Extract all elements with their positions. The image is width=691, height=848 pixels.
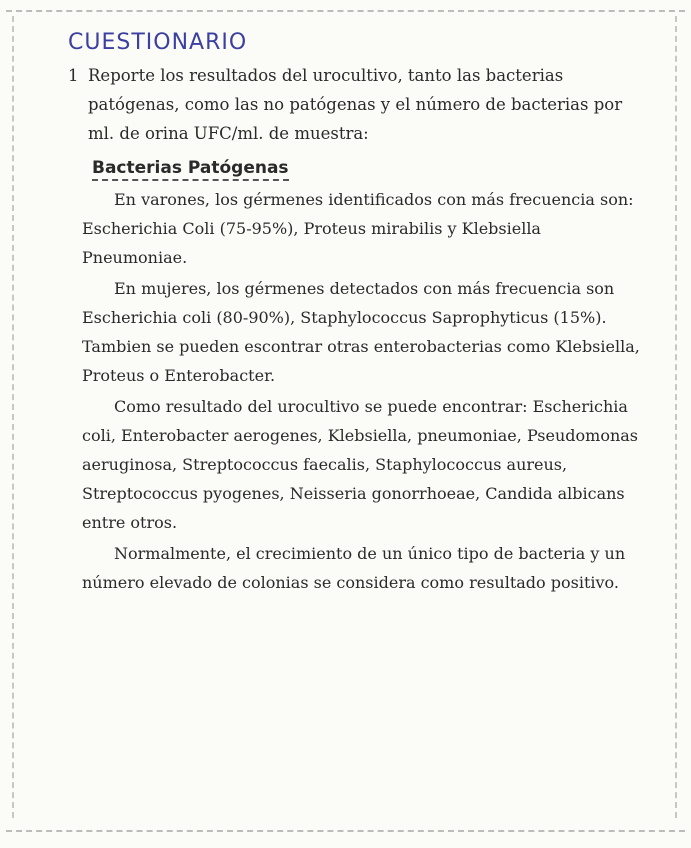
page-content [66, 30, 646, 599]
paragraph-results: Como resultado del urocultivo se puede encontrar: Escherichia coli, Enterobacter aerogenes, Klebsiella, pneumoniae, Pseudomonas aeruginosa, Streptococcus faecalis, Staphylococcus aureus, Streptococcus pyogenes, Neisseria gonorrhoeae, Candida albicans entre otros. [82, 397, 638, 532]
left-border [12, 16, 14, 818]
paragraph-conclusion: Normalmente, el crecimiento de un único tipo de bacteria y un número elevado de colonias se considera como resultado positivo. [82, 544, 626, 592]
question-text: Reporte los resultados del urocultivo, tanto las bacterias patógenas, como las no patógenas y el número de bacterias por ml. de orina UFC/ml. de muestra: [88, 66, 623, 143]
question-number: 1 [68, 66, 79, 85]
bottom-border [6, 830, 685, 832]
page-title: CUESTIONARIO [68, 30, 248, 55]
question-1 [66, 61, 646, 148]
paragraph-men: En varones, los gérmenes identificados con más frecuencia son: Escherichia Coli (75-95%), Proteus mirabilis y Klebsiella Pneumoniae. [82, 190, 634, 267]
paragraph-women: En mujeres, los gérmenes detectados con más frecuencia son Escherichia coli (80-90%), Staphylococcus Saprophyticus (15%). Tambien se pueden escontrar otras enterobacterias como Klebsiella, Proteus o Enterobacter. [82, 279, 640, 385]
section-heading: Bacterias Patógenas [92, 158, 289, 181]
top-border [6, 10, 685, 12]
right-border [675, 16, 677, 818]
